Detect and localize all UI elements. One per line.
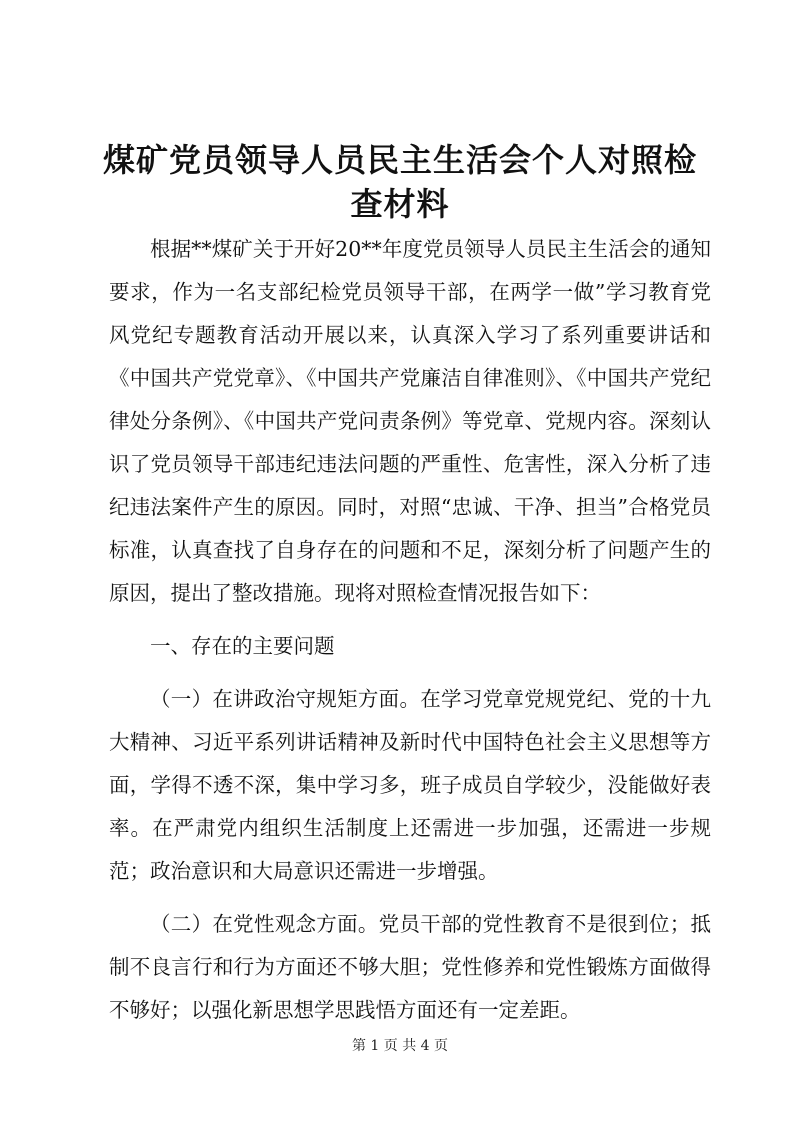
problem-paragraph-1: （一）在讲政治守规矩方面。在学习党章党规党纪、党的十九大精神、习近平系列讲话精神及新时代中国特色社会主义思想等方面，学得不透不深，集中学习多，班子成员自学较少，没能做好表率。在严肃党内组织生活制度上还需进一步加强，还需进一步规范；政治意识和大局意识还需进一步增强。 — [109, 687, 711, 883]
intro-paragraph: 根据**煤矿关于开好20**年度党员领导人员民主生活会的通知要求，作为一名支部纪检党员领导干部，在两学一做”学习教育党风党纪专题教育活动开展以来，认真深入学习了系列重要讲话和《中国共产党党章》、《中国共产党廉洁自律准则》、《中国共产党纪律处分条例》、《中国共产党问责条例》等党章、党规内容。深刻认识了党员领导干部违纪违法问题的严重性、危害性，深入分析了违纪违法案件产生的原因。同时，对照“忠诚、干净、担当”合格党员标准，认真查找了自身存在的问题和不足，深刻分析了问题产生的原因，提出了整改措施。现将对照检查情况报告如下： — [109, 237, 711, 605]
page-footer: 第 1 页 共 4 页 — [351, 1038, 449, 1054]
problem-paragraph-2: （二）在党性观念方面。党员干部的党性教育不是很到位；抵制不良言行和行为方面还不够大胆；党性修养和党性锻炼方面做得不够好；以强化新思想学思践悟方面还有一定差距。 — [109, 912, 711, 1022]
document-title: 煤矿党员领导人员民主生活会个人对照检查材料 — [102, 141, 697, 223]
section-heading: 一、存在的主要问题 — [150, 634, 335, 658]
document-body — [109, 228, 711, 1042]
